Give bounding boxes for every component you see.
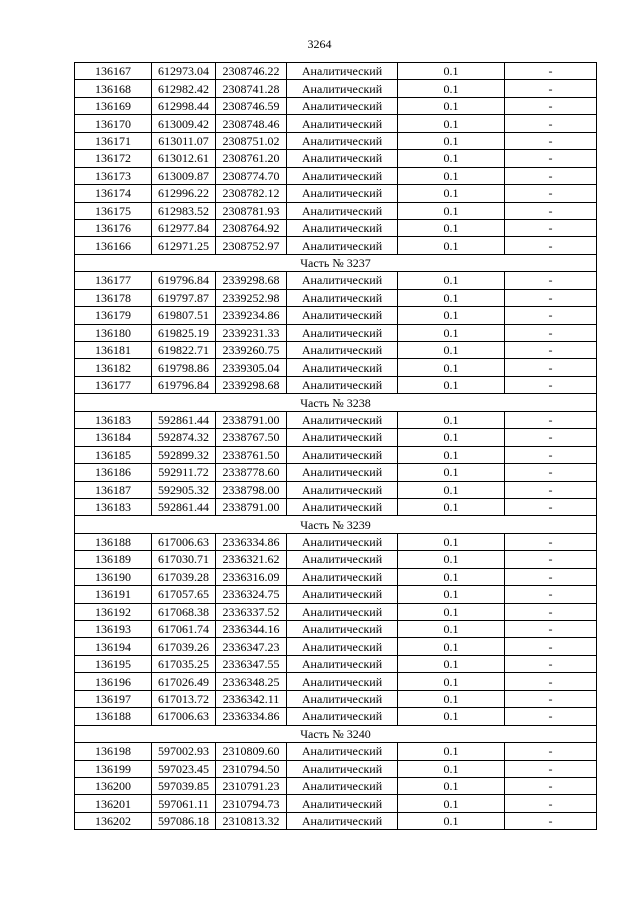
y-coordinate-cell: 2336334.86	[216, 533, 287, 550]
description-cell: -	[505, 446, 597, 463]
y-coordinate-cell: 2339298.68	[216, 376, 287, 393]
point-number-cell: 136201	[75, 795, 152, 812]
method-cell: Аналитический	[287, 219, 398, 236]
table-row	[75, 568, 597, 585]
table-row	[75, 603, 597, 620]
x-coordinate-cell: 597086.18	[152, 812, 216, 829]
method-cell: Аналитический	[287, 812, 398, 829]
table-row	[75, 673, 597, 690]
table-row	[75, 150, 597, 167]
accuracy-cell: 0.1	[398, 237, 505, 254]
accuracy-cell: 0.1	[398, 603, 505, 620]
x-coordinate-cell: 619797.87	[152, 289, 216, 306]
x-coordinate-cell: 597002.93	[152, 743, 216, 760]
y-coordinate-cell: 2336348.25	[216, 673, 287, 690]
x-coordinate-cell: 592905.32	[152, 481, 216, 498]
x-coordinate-cell: 592911.72	[152, 464, 216, 481]
page-number: 3264	[307, 37, 332, 51]
method-cell: Аналитический	[287, 760, 398, 777]
point-number-cell: 136184	[75, 429, 152, 446]
point-number-cell: 136177	[75, 376, 152, 393]
x-coordinate-cell: 617035.25	[152, 655, 216, 672]
point-number-cell: 136191	[75, 586, 152, 603]
point-number-cell: 136181	[75, 342, 152, 359]
table-row	[75, 376, 597, 393]
description-cell: -	[505, 237, 597, 254]
method-cell: Аналитический	[287, 795, 398, 812]
x-coordinate-cell: 612983.52	[152, 202, 216, 219]
y-coordinate-cell: 2338798.00	[216, 481, 287, 498]
x-coordinate-cell: 612996.22	[152, 185, 216, 202]
accuracy-cell: 0.1	[398, 202, 505, 219]
x-coordinate-cell: 617039.26	[152, 638, 216, 655]
y-coordinate-cell: 2310794.50	[216, 760, 287, 777]
table-row	[75, 63, 597, 80]
x-coordinate-cell: 613009.42	[152, 115, 216, 132]
method-cell: Аналитический	[287, 237, 398, 254]
point-number-cell: 136185	[75, 446, 152, 463]
method-cell: Аналитический	[287, 97, 398, 114]
table-row	[75, 446, 597, 463]
coordinates-table-body	[75, 63, 597, 830]
x-coordinate-cell: 612998.44	[152, 97, 216, 114]
x-coordinate-cell: 613009.87	[152, 167, 216, 184]
y-coordinate-cell: 2308746.59	[216, 97, 287, 114]
point-number-cell: 136171	[75, 132, 152, 149]
y-coordinate-cell: 2308781.93	[216, 202, 287, 219]
accuracy-cell: 0.1	[398, 690, 505, 707]
description-cell: -	[505, 272, 597, 289]
table-row	[75, 272, 597, 289]
description-cell: -	[505, 760, 597, 777]
accuracy-cell: 0.1	[398, 446, 505, 463]
method-cell: Аналитический	[287, 115, 398, 132]
section-title: Часть № 3238	[75, 394, 597, 411]
point-number-cell: 136198	[75, 743, 152, 760]
method-cell: Аналитический	[287, 307, 398, 324]
y-coordinate-cell: 2336342.11	[216, 690, 287, 707]
y-coordinate-cell: 2310809.60	[216, 743, 287, 760]
table-row	[75, 132, 597, 149]
x-coordinate-cell: 617061.74	[152, 621, 216, 638]
description-cell: -	[505, 533, 597, 550]
table-row	[75, 202, 597, 219]
accuracy-cell: 0.1	[398, 621, 505, 638]
x-coordinate-cell: 617030.71	[152, 551, 216, 568]
point-number-cell: 136176	[75, 219, 152, 236]
description-cell: -	[505, 690, 597, 707]
y-coordinate-cell: 2308761.20	[216, 150, 287, 167]
method-cell: Аналитический	[287, 690, 398, 707]
y-coordinate-cell: 2339252.98	[216, 289, 287, 306]
y-coordinate-cell: 2338791.00	[216, 498, 287, 515]
accuracy-cell: 0.1	[398, 498, 505, 515]
point-number-cell: 136180	[75, 324, 152, 341]
y-coordinate-cell: 2338778.60	[216, 464, 287, 481]
description-cell: -	[505, 132, 597, 149]
accuracy-cell: 0.1	[398, 481, 505, 498]
description-cell: -	[505, 115, 597, 132]
table-row	[75, 586, 597, 603]
accuracy-cell: 0.1	[398, 551, 505, 568]
x-coordinate-cell: 612982.42	[152, 80, 216, 97]
description-cell: -	[505, 621, 597, 638]
method-cell: Аналитический	[287, 80, 398, 97]
method-cell: Аналитический	[287, 533, 398, 550]
accuracy-cell: 0.1	[398, 777, 505, 794]
description-cell: -	[505, 185, 597, 202]
y-coordinate-cell: 2339298.68	[216, 272, 287, 289]
table-row	[75, 237, 597, 254]
accuracy-cell: 0.1	[398, 464, 505, 481]
point-number-cell: 136179	[75, 307, 152, 324]
point-number-cell: 136192	[75, 603, 152, 620]
method-cell: Аналитический	[287, 185, 398, 202]
section-title: Часть № 3239	[75, 516, 597, 533]
y-coordinate-cell: 2336334.86	[216, 708, 287, 725]
method-cell: Аналитический	[287, 708, 398, 725]
description-cell: -	[505, 63, 597, 80]
method-cell: Аналитический	[287, 150, 398, 167]
table-row	[75, 359, 597, 376]
y-coordinate-cell: 2308752.97	[216, 237, 287, 254]
point-number-cell: 136182	[75, 359, 152, 376]
description-cell: -	[505, 359, 597, 376]
accuracy-cell: 0.1	[398, 359, 505, 376]
x-coordinate-cell: 597061.11	[152, 795, 216, 812]
section-header-row	[75, 516, 597, 533]
description-cell: -	[505, 498, 597, 515]
description-cell: -	[505, 202, 597, 219]
table-row	[75, 185, 597, 202]
method-cell: Аналитический	[287, 638, 398, 655]
description-cell: -	[505, 150, 597, 167]
point-number-cell: 136178	[75, 289, 152, 306]
x-coordinate-cell: 597039.85	[152, 777, 216, 794]
x-coordinate-cell: 617057.65	[152, 586, 216, 603]
table-row	[75, 498, 597, 515]
description-cell: -	[505, 568, 597, 585]
description-cell: -	[505, 342, 597, 359]
accuracy-cell: 0.1	[398, 115, 505, 132]
table-row	[75, 464, 597, 481]
point-number-cell: 136196	[75, 673, 152, 690]
table-row	[75, 324, 597, 341]
table-row	[75, 97, 597, 114]
table-row	[75, 812, 597, 829]
accuracy-cell: 0.1	[398, 97, 505, 114]
point-number-cell: 136187	[75, 481, 152, 498]
y-coordinate-cell: 2336337.52	[216, 603, 287, 620]
y-coordinate-cell: 2308746.22	[216, 63, 287, 80]
x-coordinate-cell: 617026.49	[152, 673, 216, 690]
table-row	[75, 708, 597, 725]
table-row	[75, 219, 597, 236]
point-number-cell: 136175	[75, 202, 152, 219]
table-row	[75, 80, 597, 97]
accuracy-cell: 0.1	[398, 219, 505, 236]
method-cell: Аналитический	[287, 446, 398, 463]
method-cell: Аналитический	[287, 202, 398, 219]
method-cell: Аналитический	[287, 464, 398, 481]
coordinates-table	[74, 62, 597, 830]
accuracy-cell: 0.1	[398, 638, 505, 655]
table-row	[75, 655, 597, 672]
table-row	[75, 115, 597, 132]
x-coordinate-cell: 613011.07	[152, 132, 216, 149]
section-title: Часть № 3240	[75, 725, 597, 742]
x-coordinate-cell: 619796.84	[152, 376, 216, 393]
accuracy-cell: 0.1	[398, 289, 505, 306]
accuracy-cell: 0.1	[398, 272, 505, 289]
accuracy-cell: 0.1	[398, 63, 505, 80]
description-cell: -	[505, 376, 597, 393]
description-cell: -	[505, 708, 597, 725]
method-cell: Аналитический	[287, 342, 398, 359]
accuracy-cell: 0.1	[398, 743, 505, 760]
accuracy-cell: 0.1	[398, 760, 505, 777]
accuracy-cell: 0.1	[398, 376, 505, 393]
x-coordinate-cell: 613012.61	[152, 150, 216, 167]
accuracy-cell: 0.1	[398, 795, 505, 812]
description-cell: -	[505, 307, 597, 324]
x-coordinate-cell: 619807.51	[152, 307, 216, 324]
x-coordinate-cell: 617006.63	[152, 708, 216, 725]
y-coordinate-cell: 2339234.86	[216, 307, 287, 324]
table-row	[75, 307, 597, 324]
table-row	[75, 690, 597, 707]
description-cell: -	[505, 743, 597, 760]
point-number-cell: 136202	[75, 812, 152, 829]
accuracy-cell: 0.1	[398, 586, 505, 603]
accuracy-cell: 0.1	[398, 324, 505, 341]
y-coordinate-cell: 2308774.70	[216, 167, 287, 184]
method-cell: Аналитический	[287, 777, 398, 794]
description-cell: -	[505, 673, 597, 690]
description-cell: -	[505, 97, 597, 114]
accuracy-cell: 0.1	[398, 429, 505, 446]
point-number-cell: 136177	[75, 272, 152, 289]
x-coordinate-cell: 619796.84	[152, 272, 216, 289]
point-number-cell: 136188	[75, 708, 152, 725]
section-title: Часть № 3237	[75, 254, 597, 271]
point-number-cell: 136193	[75, 621, 152, 638]
y-coordinate-cell: 2310813.32	[216, 812, 287, 829]
point-number-cell: 136200	[75, 777, 152, 794]
section-header-row	[75, 394, 597, 411]
accuracy-cell: 0.1	[398, 80, 505, 97]
description-cell: -	[505, 464, 597, 481]
accuracy-cell: 0.1	[398, 342, 505, 359]
x-coordinate-cell: 619798.86	[152, 359, 216, 376]
x-coordinate-cell: 592874.32	[152, 429, 216, 446]
y-coordinate-cell: 2308751.02	[216, 132, 287, 149]
table-row	[75, 411, 597, 428]
point-number-cell: 136173	[75, 167, 152, 184]
description-cell: -	[505, 80, 597, 97]
point-number-cell: 136189	[75, 551, 152, 568]
x-coordinate-cell: 617013.72	[152, 690, 216, 707]
table-row	[75, 795, 597, 812]
table-row	[75, 533, 597, 550]
section-header-row	[75, 254, 597, 271]
method-cell: Аналитический	[287, 481, 398, 498]
x-coordinate-cell: 619822.71	[152, 342, 216, 359]
table-row	[75, 429, 597, 446]
point-number-cell: 136190	[75, 568, 152, 585]
point-number-cell: 136183	[75, 411, 152, 428]
table-row	[75, 167, 597, 184]
x-coordinate-cell: 619825.19	[152, 324, 216, 341]
y-coordinate-cell: 2338791.00	[216, 411, 287, 428]
accuracy-cell: 0.1	[398, 533, 505, 550]
x-coordinate-cell: 612973.04	[152, 63, 216, 80]
table-row	[75, 342, 597, 359]
point-number-cell: 136172	[75, 150, 152, 167]
point-number-cell: 136197	[75, 690, 152, 707]
accuracy-cell: 0.1	[398, 708, 505, 725]
table-row	[75, 621, 597, 638]
method-cell: Аналитический	[287, 272, 398, 289]
y-coordinate-cell: 2308748.46	[216, 115, 287, 132]
method-cell: Аналитический	[287, 673, 398, 690]
accuracy-cell: 0.1	[398, 132, 505, 149]
x-coordinate-cell: 592861.44	[152, 411, 216, 428]
x-coordinate-cell: 617068.38	[152, 603, 216, 620]
table-row	[75, 289, 597, 306]
description-cell: -	[505, 289, 597, 306]
description-cell: -	[505, 324, 597, 341]
y-coordinate-cell: 2310791.23	[216, 777, 287, 794]
accuracy-cell: 0.1	[398, 568, 505, 585]
table-row	[75, 638, 597, 655]
y-coordinate-cell: 2338761.50	[216, 446, 287, 463]
description-cell: -	[505, 795, 597, 812]
point-number-cell: 136166	[75, 237, 152, 254]
table-row	[75, 481, 597, 498]
method-cell: Аналитический	[287, 324, 398, 341]
description-cell: -	[505, 603, 597, 620]
description-cell: -	[505, 777, 597, 794]
point-number-cell: 136183	[75, 498, 152, 515]
point-number-cell: 136169	[75, 97, 152, 114]
accuracy-cell: 0.1	[398, 185, 505, 202]
y-coordinate-cell: 2339231.33	[216, 324, 287, 341]
y-coordinate-cell: 2336324.75	[216, 586, 287, 603]
method-cell: Аналитический	[287, 568, 398, 585]
method-cell: Аналитический	[287, 289, 398, 306]
x-coordinate-cell: 612977.84	[152, 219, 216, 236]
accuracy-cell: 0.1	[398, 167, 505, 184]
method-cell: Аналитический	[287, 167, 398, 184]
method-cell: Аналитический	[287, 63, 398, 80]
y-coordinate-cell: 2338767.50	[216, 429, 287, 446]
method-cell: Аналитический	[287, 743, 398, 760]
x-coordinate-cell: 592861.44	[152, 498, 216, 515]
method-cell: Аналитический	[287, 655, 398, 672]
table-row	[75, 551, 597, 568]
x-coordinate-cell: 617006.63	[152, 533, 216, 550]
y-coordinate-cell: 2336344.16	[216, 621, 287, 638]
description-cell: -	[505, 551, 597, 568]
y-coordinate-cell: 2339305.04	[216, 359, 287, 376]
accuracy-cell: 0.1	[398, 655, 505, 672]
method-cell: Аналитический	[287, 621, 398, 638]
accuracy-cell: 0.1	[398, 411, 505, 428]
description-cell: -	[505, 219, 597, 236]
description-cell: -	[505, 167, 597, 184]
y-coordinate-cell: 2308741.28	[216, 80, 287, 97]
point-number-cell: 136188	[75, 533, 152, 550]
accuracy-cell: 0.1	[398, 673, 505, 690]
x-coordinate-cell: 597023.45	[152, 760, 216, 777]
table-row	[75, 760, 597, 777]
method-cell: Аналитический	[287, 586, 398, 603]
point-number-cell: 136168	[75, 80, 152, 97]
method-cell: Аналитический	[287, 429, 398, 446]
accuracy-cell: 0.1	[398, 307, 505, 324]
section-header-row	[75, 725, 597, 742]
x-coordinate-cell: 592899.32	[152, 446, 216, 463]
description-cell: -	[505, 586, 597, 603]
method-cell: Аналитический	[287, 376, 398, 393]
method-cell: Аналитический	[287, 132, 398, 149]
point-number-cell: 136199	[75, 760, 152, 777]
y-coordinate-cell: 2310794.73	[216, 795, 287, 812]
accuracy-cell: 0.1	[398, 150, 505, 167]
description-cell: -	[505, 655, 597, 672]
description-cell: -	[505, 481, 597, 498]
method-cell: Аналитический	[287, 603, 398, 620]
method-cell: Аналитический	[287, 411, 398, 428]
method-cell: Аналитический	[287, 551, 398, 568]
description-cell: -	[505, 638, 597, 655]
y-coordinate-cell: 2308782.12	[216, 185, 287, 202]
y-coordinate-cell: 2336347.55	[216, 655, 287, 672]
x-coordinate-cell: 612971.25	[152, 237, 216, 254]
table-row	[75, 777, 597, 794]
x-coordinate-cell: 617039.28	[152, 568, 216, 585]
y-coordinate-cell: 2308764.92	[216, 219, 287, 236]
point-number-cell: 136194	[75, 638, 152, 655]
method-cell: Аналитический	[287, 498, 398, 515]
y-coordinate-cell: 2336316.09	[216, 568, 287, 585]
point-number-cell: 136174	[75, 185, 152, 202]
accuracy-cell: 0.1	[398, 812, 505, 829]
description-cell: -	[505, 411, 597, 428]
description-cell: -	[505, 429, 597, 446]
y-coordinate-cell: 2339260.75	[216, 342, 287, 359]
point-number-cell: 136186	[75, 464, 152, 481]
description-cell: -	[505, 812, 597, 829]
point-number-cell: 136195	[75, 655, 152, 672]
point-number-cell: 136170	[75, 115, 152, 132]
y-coordinate-cell: 2336321.62	[216, 551, 287, 568]
method-cell: Аналитический	[287, 359, 398, 376]
table-row	[75, 743, 597, 760]
y-coordinate-cell: 2336347.23	[216, 638, 287, 655]
point-number-cell: 136167	[75, 63, 152, 80]
